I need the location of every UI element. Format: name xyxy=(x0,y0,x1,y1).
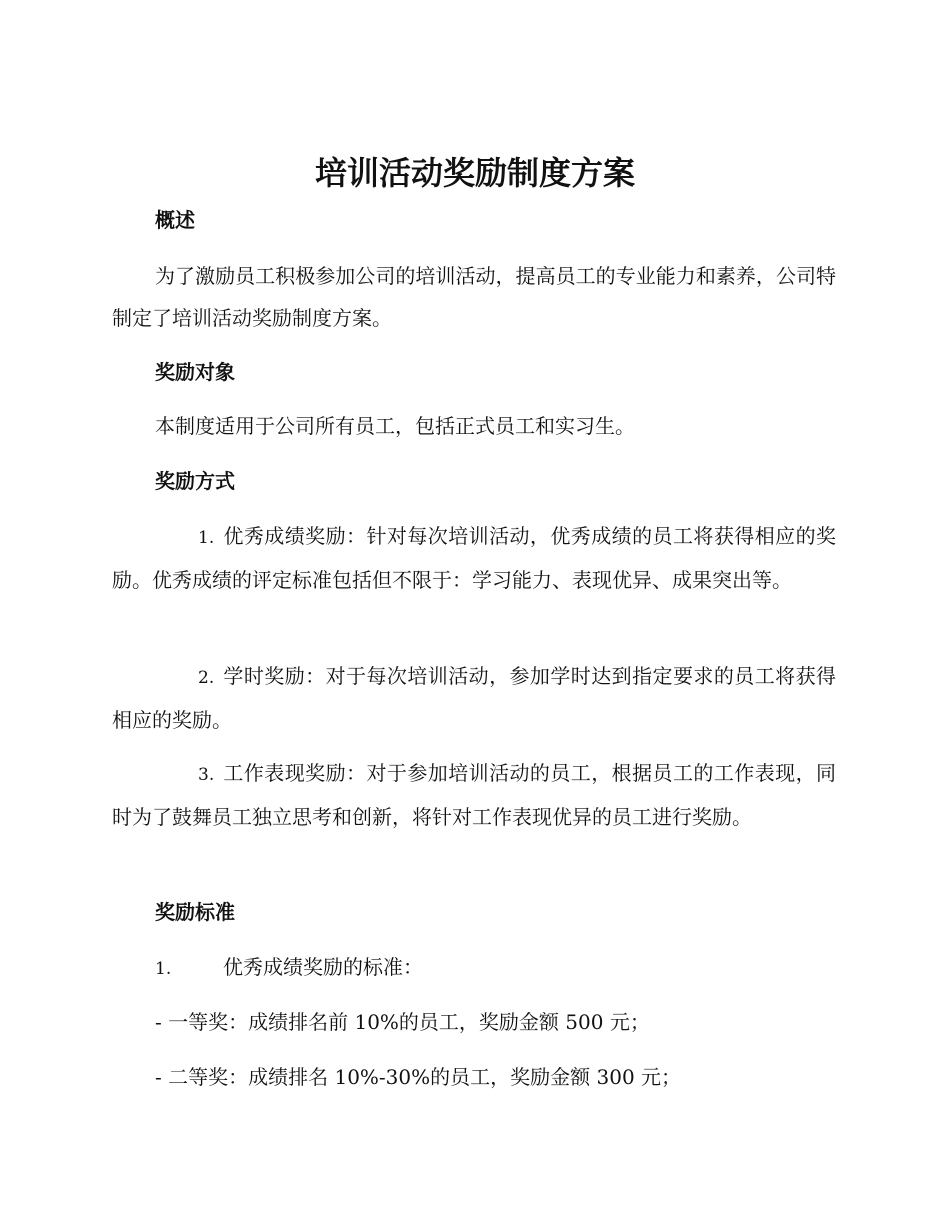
standards-item-1-text: 优秀成绩奖励的标准： xyxy=(223,955,423,979)
standards-item-1-number: 1. xyxy=(155,959,172,979)
standards-line-first-prize: - 一等奖：成绩排名前 10%的员工，奖励金额 500 元； xyxy=(155,1010,650,1034)
method-item-3-text: 工作表现奖励：对于参加培训活动的员工，根据员工的工作表现，同时为了鼓舞员工独立思考和创新，将针对工作表现优异的员工进行奖励。 xyxy=(112,761,836,829)
method-item-3-number: 3. xyxy=(198,765,215,785)
method-item-1 xyxy=(112,515,836,601)
target-paragraph: 本制度适用于公司所有员工，包括正式员工和实习生。 xyxy=(155,414,635,438)
method-item-2 xyxy=(112,655,836,741)
standards-item-1 xyxy=(155,952,423,984)
document-title: 培训活动奖励制度方案 xyxy=(314,154,635,192)
standards-line-second-prize: - 二等奖：成绩排名 10%-30%的员工，奖励金额 300 元； xyxy=(155,1065,682,1089)
heading-overview: 概述 xyxy=(155,208,195,232)
heading-methods: 奖励方式 xyxy=(155,469,235,493)
overview-paragraph: 为了激励员工积极参加公司的培训活动，提高员工的专业能力和素养，公司特制定了培训活动奖励制度方案。 xyxy=(112,264,836,330)
method-item-2-text: 学时奖励：对于每次培训活动，参加学时达到指定要求的员工将获得相应的奖励。 xyxy=(112,664,836,732)
heading-target: 奖励对象 xyxy=(155,360,235,384)
method-item-2-number: 2. xyxy=(198,668,215,688)
method-item-1-text: 优秀成绩奖励：针对每次培训活动，优秀成绩的员工将获得相应的奖励。优秀成绩的评定标准包括但不限于：学习能力、表现优异、成果突出等。 xyxy=(112,524,836,592)
heading-standards: 奖励标准 xyxy=(155,900,235,924)
method-item-3 xyxy=(112,752,836,838)
method-item-1-number: 1. xyxy=(198,528,215,548)
